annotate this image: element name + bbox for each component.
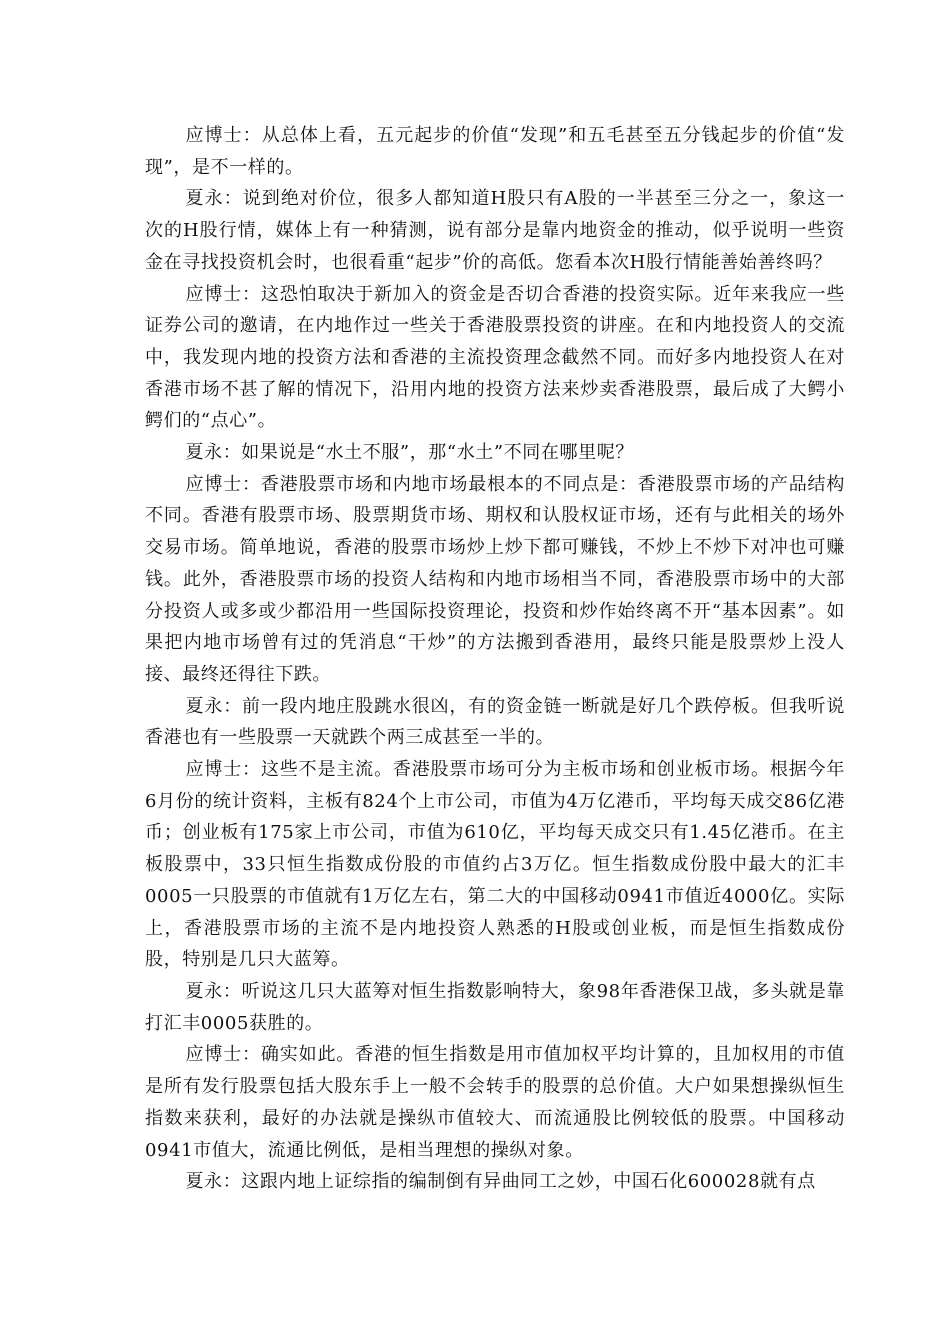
paragraph: 应博士：确实如此。香港的恒生指数是用市值加权平均计算的，且加权用的市值是所有发行股票包括大股东手上一般不会转手的股票的总价值。大户如果想操纵恒生指数来获利，最好的办法就是操纵市值较大、而流通股比例较低的股票。中国移动0941市值大，流通比例低，是相当理想的操纵对象。	[145, 1044, 845, 1161]
interview-text	[145, 120, 845, 1198]
paragraph: 应博士：这些不是主流。香港股票市场可分为主板市场和创业板市场。根据今年6月份的统计资料，主板有824个上市公司，市值为4万亿港币，平均每天成交86亿港币；创业板有175家上市公司，市值为610亿，平均每天成交只有1.45亿港币。在主板股票中，33只恒生指数成份股的市值约占3万亿。恒生指数成份股中最大的汇丰0005一只股票的市值就有1万亿左右，第二大的中国移动0941市值近4000亿。实际上，香港股票市场的主流不是内地投资人熟悉的H股或创业板，而是恒生指数成份股，特别是几只大蓝筹。	[145, 759, 845, 971]
paragraph: 应博士：从总体上看，五元起步的价值“发现”和五毛甚至五分钱起步的价值“发现”，是不一样的。	[145, 125, 845, 178]
paragraph: 夏永：如果说是“水土不服”，那“水土”不同在哪里呢？	[185, 442, 634, 464]
paragraph: 夏永：听说这几只大蓝筹对恒生指数影响特大，象98年香港保卫战，多头就是靠打汇丰0005获胜的。	[145, 980, 845, 1034]
paragraph: 应博士：这恐怕取决于新加入的资金是否切合香港的投资实际。近年来我应一些证券公司的邀请，在内地作过一些关于香港股票投资的讲座。在和内地投资人的交流中，我发现内地的投资方法和香港的主流投资理念截然不同。而好多内地投资人在对香港市场不甚了解的情况下，沿用内地的投资方法来炒卖香港股票，最后成了大鳄小鳄们的“点心”。	[145, 283, 845, 432]
paragraph: 夏永：前一段内地庄股跳水很凶，有的资金链一断就是好几个跌停板。但我听说香港也有一些股票一天就跌个两三成甚至一半的。	[145, 695, 845, 749]
paragraph: 夏永：说到绝对价位，很多人都知道H股只有A股的一半甚至三分之一，象这一次的H股行情，媒体上有一种猜测，说有部分是靠内地资金的推动，似乎说明一些资金在寻找投资机会时，也很看重“起步”价的高低。您看本次H股行情能善始善终吗？	[145, 188, 845, 273]
paragraph: 夏永：这跟内地上证综指的编制倒有异曲同工之妙，中国石化600028就有点	[185, 1171, 816, 1193]
paragraph: 应博士：香港股票市场和内地市场最根本的不同点是：香港股票市场的产品结构不同。香港有股票市场、股票期货市场、期权和认股权证市场，还有与此相关的场外交易市场。简单地说，香港的股票市场炒上炒下都可赚钱，不炒上不炒下对冲也可赚钱。此外，香港股票市场的投资人结构和内地市场相当不同，香港股票市场中的大部分投资人或多或少都沿用一些国际投资理论，投资和炒作始终离不开“基本因素”。如果把内地市场曾有过的凭消息“干炒”的方法搬到香港用，最终只能是股票炒上没人接、最终还得往下跌。	[145, 473, 845, 685]
